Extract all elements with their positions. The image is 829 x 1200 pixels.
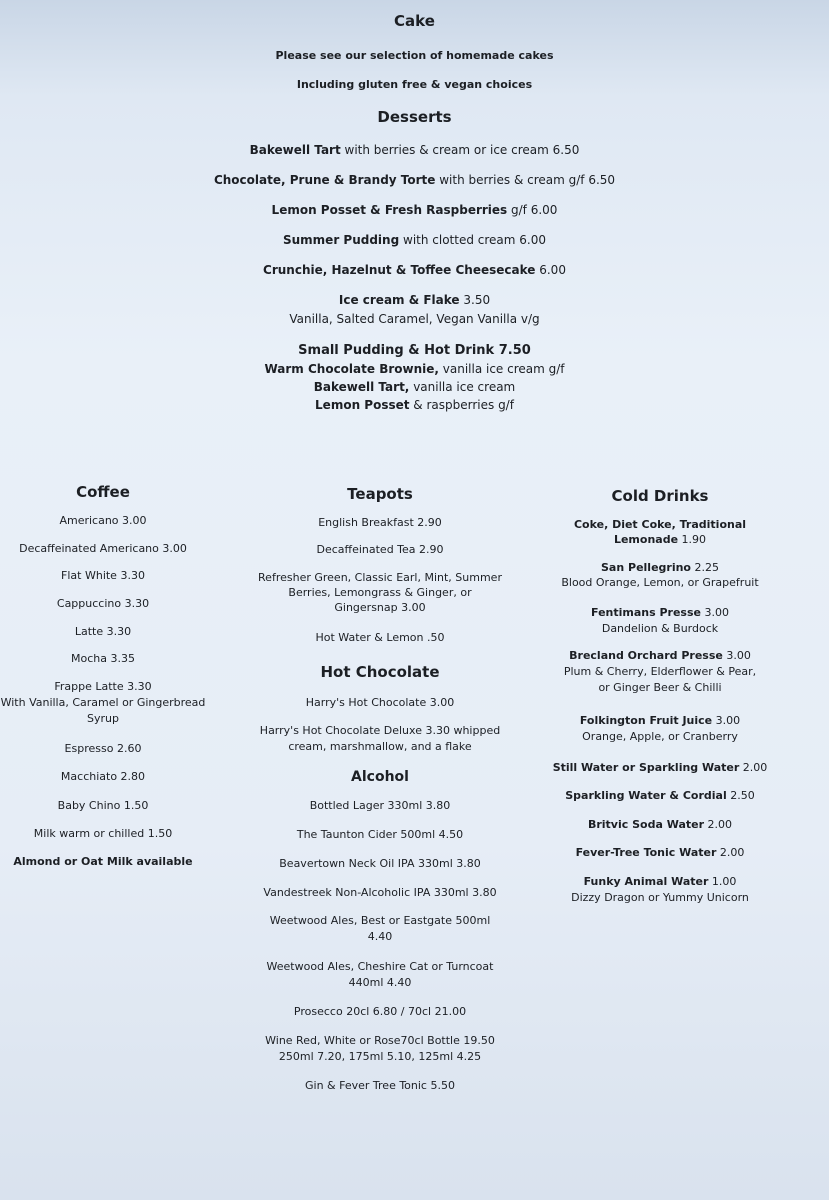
coffee-item: Syrup xyxy=(87,712,119,725)
cold-drink-item: Folkington Fruit Juice 3.00 xyxy=(579,714,741,727)
alcohol-item: 440ml 4.40 xyxy=(348,976,412,989)
cold-drink-item: Fentimans Presse 3.00 xyxy=(591,606,729,619)
cold-drink-item: Plum & Cherry, Elderflower & Pear, xyxy=(563,665,757,678)
alcohol-title: Alcohol xyxy=(351,769,409,785)
cold-drink-item: Sparkling Water & Cordial 2.50 xyxy=(565,789,755,802)
coffee-item: Macchiato 2.80 xyxy=(60,770,146,783)
dessert-item: Crunchie, Hazelnut & Toffee Cheesecake 6.00 xyxy=(263,263,566,277)
coffee-item: Americano 3.00 xyxy=(59,514,147,527)
teapot-item: Berries, Lemongrass & Ginger, or xyxy=(288,586,472,599)
coffee-section xyxy=(0,480,206,900)
coffee-item: Cappuccino 3.30 xyxy=(56,597,150,610)
ice-cream-flavours: Vanilla, Salted Caramel, Vegan Vanilla v/g xyxy=(289,312,540,326)
coffee-item: Mocha 3.35 xyxy=(71,652,135,665)
alcohol-item: The Taunton Cider 500ml 4.50 xyxy=(296,828,464,841)
alcohol-item: Prosecco 20cl 6.80 / 70cl 21.00 xyxy=(293,1005,467,1018)
hot-chocolate-item: Harry's Hot Chocolate Deluxe 3.30 whipped xyxy=(259,724,501,737)
cold-drinks-section xyxy=(540,484,780,909)
cold-drink-item: Still Water or Sparkling Water 2.00 xyxy=(552,761,768,774)
alcohol-item: Beavertown Neck Oil IPA 330ml 3.80 xyxy=(279,857,481,870)
dessert-item: Ice cream & Flake 3.50 xyxy=(338,293,491,307)
alcohol-item: Wine Red, White or Rose70cl Bottle 19.50 xyxy=(265,1034,495,1047)
alcohol-item: Vandestreek Non-Alcoholic IPA 330ml 3.80 xyxy=(263,886,497,899)
alcohol-item: 250ml 7.20, 175ml 5.10, 125ml 4.25 xyxy=(278,1050,482,1063)
dessert-item: Chocolate, Prune & Brandy Torte with berries & cream g/f 6.50 xyxy=(213,173,616,187)
cake-line-2: Including gluten free & vegan choices xyxy=(296,78,533,91)
cold-drink-item: Funky Animal Water 1.00 xyxy=(583,875,737,888)
small-pudding-item: Lemon Posset & raspberries g/f xyxy=(315,398,514,412)
teapot-item: English Breakfast 2.90 xyxy=(318,516,442,529)
coffee-item: Decaffeinated Americano 3.00 xyxy=(19,542,187,555)
small-pudding-item: Warm Chocolate Brownie, vanilla ice cream g/f xyxy=(264,362,565,376)
cold-drinks-title: Cold Drinks xyxy=(611,487,709,505)
alcohol-item: Gin & Fever Tree Tonic 5.50 xyxy=(305,1079,455,1092)
alcohol-item: Weetwood Ales, Cheshire Cat or Turncoat xyxy=(266,960,494,973)
teapot-item: Decaffeinated Tea 2.90 xyxy=(316,543,444,556)
teapots-title: Teapots xyxy=(347,485,413,503)
cold-drink-item: Dandelion & Burdock xyxy=(601,622,719,635)
cold-drink-item: Lemonade 1.90 xyxy=(613,533,707,546)
cold-drink-item: Coke, Diet Coke, Traditional xyxy=(573,518,747,531)
desserts-title: Desserts xyxy=(377,108,452,126)
coffee-item: Frappe Latte 3.30 xyxy=(54,680,152,693)
hot-chocolate-item: Harry's Hot Chocolate 3.00 xyxy=(305,696,455,709)
small-pudding-item: Bakewell Tart, vanilla ice cream xyxy=(313,380,516,394)
cold-drink-item: Brecland Orchard Presse 3.00 xyxy=(569,649,751,662)
dessert-item: Lemon Posset & Fresh Raspberries g/f 6.00 xyxy=(271,203,558,217)
dessert-item: Summer Pudding with clotted cream 6.00 xyxy=(282,233,546,247)
cake-line-1: Please see our selection of homemade cakes xyxy=(275,49,554,62)
hot-chocolate-title: Hot Chocolate xyxy=(320,663,440,681)
cold-drink-item: Blood Orange, Lemon, or Grapefruit xyxy=(561,576,759,589)
cake-title: Cake xyxy=(394,12,435,30)
dessert-item: Bakewell Tart with berries & cream or ice cream 6.50 xyxy=(249,143,580,157)
teapot-item: Gingersnap 3.00 xyxy=(334,601,426,614)
coffee-item: Baby Chino 1.50 xyxy=(57,799,149,812)
coffee-title: Coffee xyxy=(76,483,130,501)
small-pudding-title: Small Pudding & Hot Drink 7.50 xyxy=(298,343,531,358)
coffee-item: Latte 3.30 xyxy=(74,625,132,638)
coffee-item: Flat White 3.30 xyxy=(61,569,145,582)
cold-drink-item: Britvic Soda Water 2.00 xyxy=(587,818,733,831)
cold-drink-item: or Ginger Beer & Chilli xyxy=(598,681,722,694)
cold-drink-item: Fever-Tree Tonic Water 2.00 xyxy=(575,846,745,859)
coffee-note: Almond or Oat Milk available xyxy=(13,855,193,868)
coffee-item: Espresso 2.60 xyxy=(64,742,142,755)
teapot-item: Hot Water & Lemon .50 xyxy=(315,631,445,644)
cold-drink-item: Dizzy Dragon or Yummy Unicorn xyxy=(571,891,749,904)
coffee-item: Milk warm or chilled 1.50 xyxy=(33,827,173,840)
coffee-item: With Vanilla, Caramel or Gingerbread xyxy=(0,696,206,709)
cold-drink-item: Orange, Apple, or Cranberry xyxy=(582,730,738,743)
middle-section xyxy=(255,482,505,1097)
alcohol-item: Bottled Lager 330ml 3.80 xyxy=(309,799,451,812)
teapot-item: Refresher Green, Classic Earl, Mint, Summer xyxy=(258,571,502,584)
cold-drink-item: San Pellegrino 2.25 xyxy=(601,561,719,574)
hot-chocolate-item: cream, marshmallow, and a flake xyxy=(288,740,472,753)
alcohol-item: 4.40 xyxy=(367,930,393,943)
alcohol-item: Weetwood Ales, Best or Eastgate 500ml xyxy=(269,914,491,927)
